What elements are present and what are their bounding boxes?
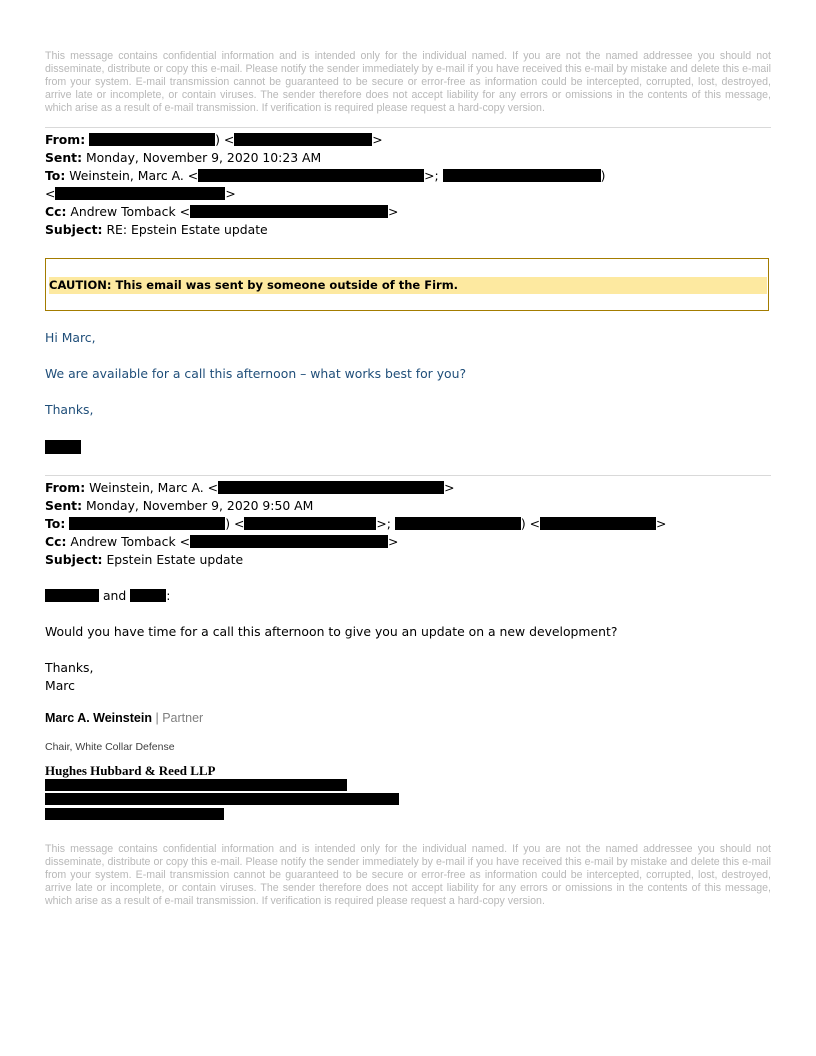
redacted-block	[55, 187, 225, 200]
original-subject-line	[45, 551, 243, 569]
signature-name: Marc A. Weinstein	[45, 711, 152, 725]
reply-to-line	[45, 167, 606, 185]
original-closing: Thanks,	[45, 660, 94, 675]
original-cc-label: Cc:	[45, 534, 67, 549]
original-sent-label: Sent:	[45, 498, 83, 513]
reply-to-paren: )	[600, 168, 606, 183]
salutation-colon: :	[166, 588, 171, 603]
redacted-block	[190, 205, 388, 218]
redacted-block	[395, 517, 521, 530]
reply-subject-line	[45, 221, 268, 239]
original-to-end: >	[656, 516, 667, 531]
signature-title: Partner	[162, 711, 204, 725]
signature-name-line	[45, 711, 203, 725]
disclaimer-top: This message contains confidential information and is intended only for the individual named. If you are not the named addressee you should not disseminate, distribute or copy this e-mail. Please notify the sender immediately by e-mail if you have received this e-mail by mistake and delete this e-mail from your system. E-mail transmission cannot be guaranteed to be secure or error-free as information could be intercepted, corrupted, lost, destroyed, arrive late or incomplete, or contain viruses. The sender therefore does not accept liability for any errors or omissions in the contents of this message, which arise as a result of e-mail transmission. If verification is required please request a hard-copy version.	[45, 50, 771, 114]
reply-cc-label: Cc:	[45, 204, 67, 219]
redacted-block	[198, 169, 424, 182]
redacted-address-line	[45, 779, 347, 791]
reply-greeting: Hi Marc,	[45, 330, 96, 345]
reply-sent-line	[45, 149, 321, 167]
original-subject-label: Subject:	[45, 552, 103, 567]
reply-from-label: From:	[45, 132, 86, 147]
signature-separator: |	[155, 711, 159, 725]
redacted-block	[244, 517, 376, 530]
reply-sent-label: Sent:	[45, 150, 83, 165]
original-cc-line	[45, 533, 398, 551]
caution-text: CAUTION: This email was sent by someone outside of the Firm.	[49, 277, 767, 294]
reply-message: We are available for a call this afternoon – what works best for you?	[45, 366, 467, 381]
original-from-label: From:	[45, 480, 86, 495]
original-to-line	[45, 515, 666, 533]
reply-to-label: To:	[45, 168, 66, 183]
reply-cc-line	[45, 203, 398, 221]
reply-sent-value: Monday, November 9, 2020 10:23 AM	[85, 150, 322, 165]
redacted-block	[218, 481, 444, 494]
original-cc-value: Andrew Tomback <	[70, 534, 190, 549]
disclaimer-bottom: This message contains confidential information and is intended only for the individual named. If you are not the named addressee you should not disseminate, distribute or copy this e-mail. Please notify the sender immediately by e-mail if you have received this e-mail by mistake and delete this e-mail from your system. E-mail transmission cannot be guaranteed to be secure or error-free as information could be intercepted, corrupted, lost, destroyed, arrive late or incomplete, or contain viruses. The sender therefore does not accept liability for any errors or omissions in the contents of this message, which arise as a result of e-mail transmission. If verification is required please request a hard-copy version.	[45, 843, 771, 907]
original-sent-line	[45, 497, 313, 515]
redacted-block	[89, 133, 215, 146]
redacted-block	[234, 133, 372, 146]
redacted-block	[69, 517, 225, 530]
reply-cc-end: >	[387, 204, 399, 219]
original-salutation	[45, 587, 170, 605]
original-to-sep2: >;	[376, 516, 395, 531]
original-cc-end: >	[387, 534, 399, 549]
reply-from-line	[45, 131, 383, 149]
reply-to-sep: >;	[424, 168, 443, 183]
redacted-block	[443, 169, 601, 182]
original-to-sep3: ) <	[520, 516, 541, 531]
original-to-sep1: ) <	[225, 516, 245, 531]
reply-to-line2-end: >	[225, 186, 236, 201]
reply-closing: Thanks,	[45, 402, 94, 417]
reply-to-name: Weinstein, Marc A. <	[69, 168, 199, 183]
original-from-value: Weinstein, Marc A. <	[89, 480, 219, 495]
signature-role: Chair, White Collar Defense	[45, 741, 175, 753]
reply-from-end: >	[372, 132, 383, 147]
original-from-line	[45, 479, 454, 497]
reply-to-line2-start: <	[45, 186, 56, 201]
original-message: Would you have time for a call this afternoon to give you an update on a new development?	[45, 624, 618, 639]
reply-subject-label: Subject:	[45, 222, 103, 237]
redacted-block	[190, 535, 388, 548]
divider-middle	[45, 475, 771, 476]
signature-firm: Hughes Hubbard & Reed LLP	[45, 763, 216, 778]
redacted-block	[540, 517, 656, 530]
original-from-end: >	[444, 480, 455, 495]
salutation-and: and	[102, 588, 127, 603]
redacted-address-line	[45, 793, 399, 805]
reply-from-sep: ) <	[215, 132, 235, 147]
original-sent-value: Monday, November 9, 2020 9:50 AM	[85, 498, 314, 513]
redacted-address-line	[45, 808, 224, 820]
original-subject-value: Epstein Estate update	[106, 552, 244, 567]
redacted-block	[130, 589, 166, 602]
redacted-block	[45, 589, 99, 602]
reply-subject-value: RE: Epstein Estate update	[106, 222, 268, 237]
original-signoff-name: Marc	[45, 678, 75, 693]
original-to-label: To:	[45, 516, 66, 531]
redacted-signature	[45, 440, 81, 454]
reply-to-line-2	[45, 185, 236, 203]
divider-top	[45, 127, 771, 128]
reply-cc-value: Andrew Tomback <	[70, 204, 190, 219]
caution-banner	[45, 258, 769, 311]
